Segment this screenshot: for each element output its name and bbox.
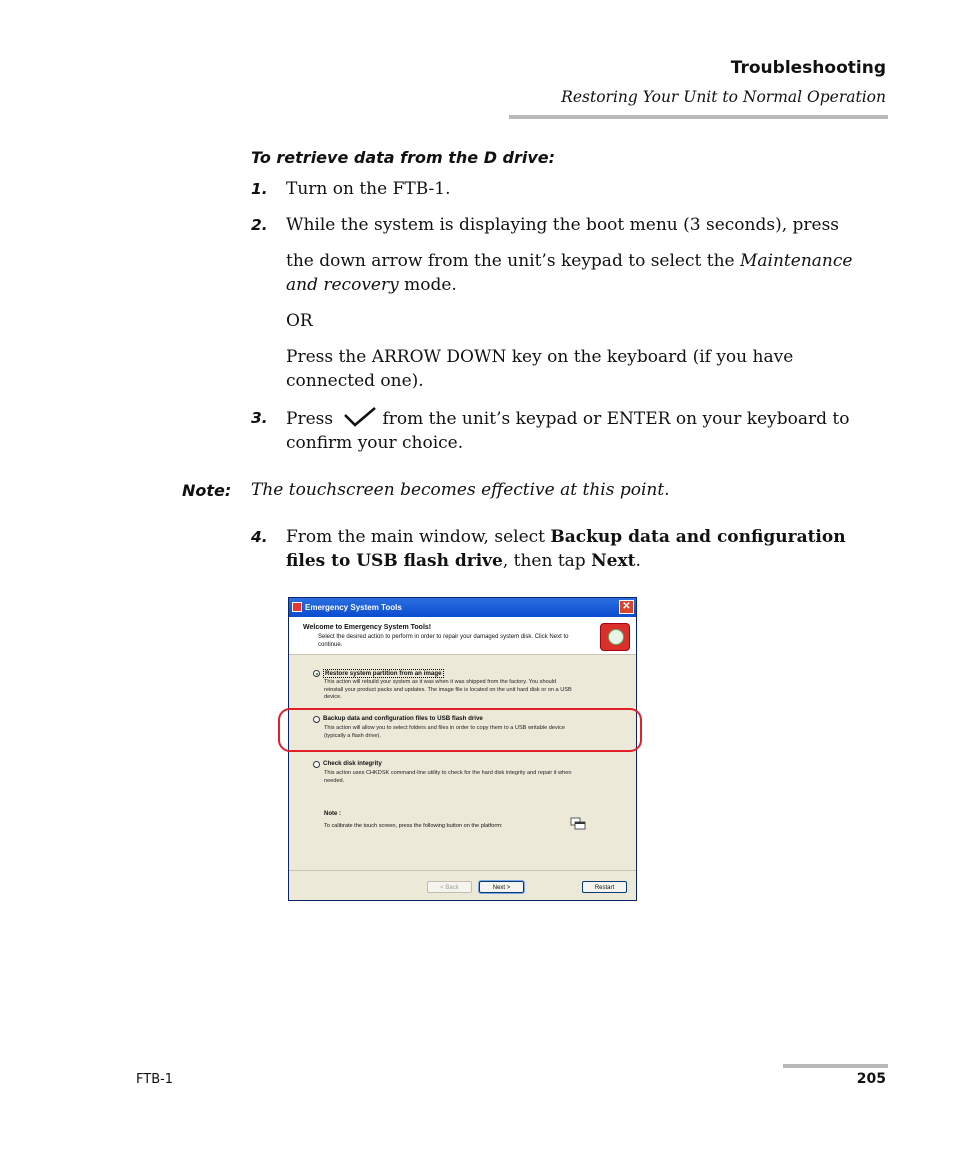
footer-rule — [783, 1064, 888, 1068]
option-name: Backup data and configuration files to USB flash drive — [286, 527, 846, 571]
step-text-part: , then tap — [502, 551, 592, 571]
step-text — [286, 249, 886, 297]
checkmark-icon — [342, 406, 378, 428]
radio-button[interactable] — [313, 670, 320, 677]
option-label: Check disk integrity — [323, 760, 382, 767]
welcome-title: Welcome to Emergency System Tools! — [303, 624, 432, 631]
product-name: FTB-1 — [136, 1072, 174, 1087]
window-titlebar — [289, 598, 636, 617]
step-text-part: . — [635, 551, 641, 571]
wizard-header — [289, 617, 636, 655]
step-text — [286, 406, 886, 455]
wizard-footer — [289, 870, 636, 901]
step-number: 3. — [251, 409, 268, 427]
option-label: Backup data and configuration files to USB flash drive — [323, 715, 483, 722]
header-rule — [509, 115, 888, 119]
or-text: OR — [286, 311, 313, 331]
step-text: Press the ARROW DOWN key on the keyboard (if you have connected one). — [286, 347, 794, 391]
close-icon[interactable]: ✕ — [619, 600, 634, 614]
button-name: Next — [591, 551, 636, 571]
step-text-part: the down arrow from the unit’s keypad to select the — [286, 251, 740, 271]
next-button[interactable]: Next > — [479, 881, 524, 893]
note-text: The touchscreen becomes effective at this point. — [251, 480, 670, 500]
welcome-description: Select the desired action to perform in order to repair your damaged system disk. Click Next to continue. — [318, 634, 569, 648]
procedure-title: To retrieve data from the D drive: — [251, 148, 556, 167]
page-number: 205 — [856, 1071, 886, 1087]
section-title: Troubleshooting — [730, 58, 886, 78]
step-text-part: From the main window, select — [286, 527, 551, 547]
option-label: Restore system partition from an image — [325, 670, 442, 677]
option-description: This action will rebuild your system as it was when it was shipped from the factory. You should reinstall your product packs and updates. The image file is located on the unit hard disk or on a USB device. — [324, 679, 572, 700]
step-number: 4. — [251, 528, 268, 546]
app-icon — [292, 602, 302, 612]
step-number: 1. — [251, 180, 268, 198]
note-label: Note: — [182, 481, 232, 500]
back-button[interactable]: < Back — [427, 881, 472, 893]
step-text: While the system is displaying the boot menu (3 seconds), press — [286, 215, 840, 235]
disk-repair-icon — [600, 623, 630, 651]
step-text-part: mode. — [398, 275, 457, 295]
wizard-body — [289, 655, 636, 870]
option-description: This action uses CHKDSK command-line utility to check for the hard disk integrity and repair it when needed. — [324, 770, 572, 784]
restart-button[interactable]: Restart — [582, 881, 627, 893]
mode-name: Maintenance and recovery — [286, 251, 853, 295]
window-note-title: Note : — [324, 811, 341, 817]
window-title: Emergency System Tools — [305, 603, 402, 612]
step-number: 2. — [251, 216, 268, 234]
step-text-part: from the unit’s keypad or ENTER on your keyboard to confirm your choice. — [286, 409, 850, 453]
step-text-part: Press — [286, 409, 334, 429]
window-note-text: To calibrate the touch screen, press the following button on the platform: — [324, 823, 503, 829]
step-text — [286, 525, 886, 573]
subsection-title: Restoring Your Unit to Normal Operation — [561, 88, 886, 106]
radio-button[interactable] — [313, 761, 320, 768]
calibrate-windows-icon — [570, 817, 586, 830]
option-description: This action will allow you to select folders and files in order to copy them to a USB writable device (typically a flash drive). — [324, 725, 565, 739]
highlight-ellipse — [278, 708, 642, 752]
step-text: Turn on the FTB-1. — [286, 179, 451, 199]
